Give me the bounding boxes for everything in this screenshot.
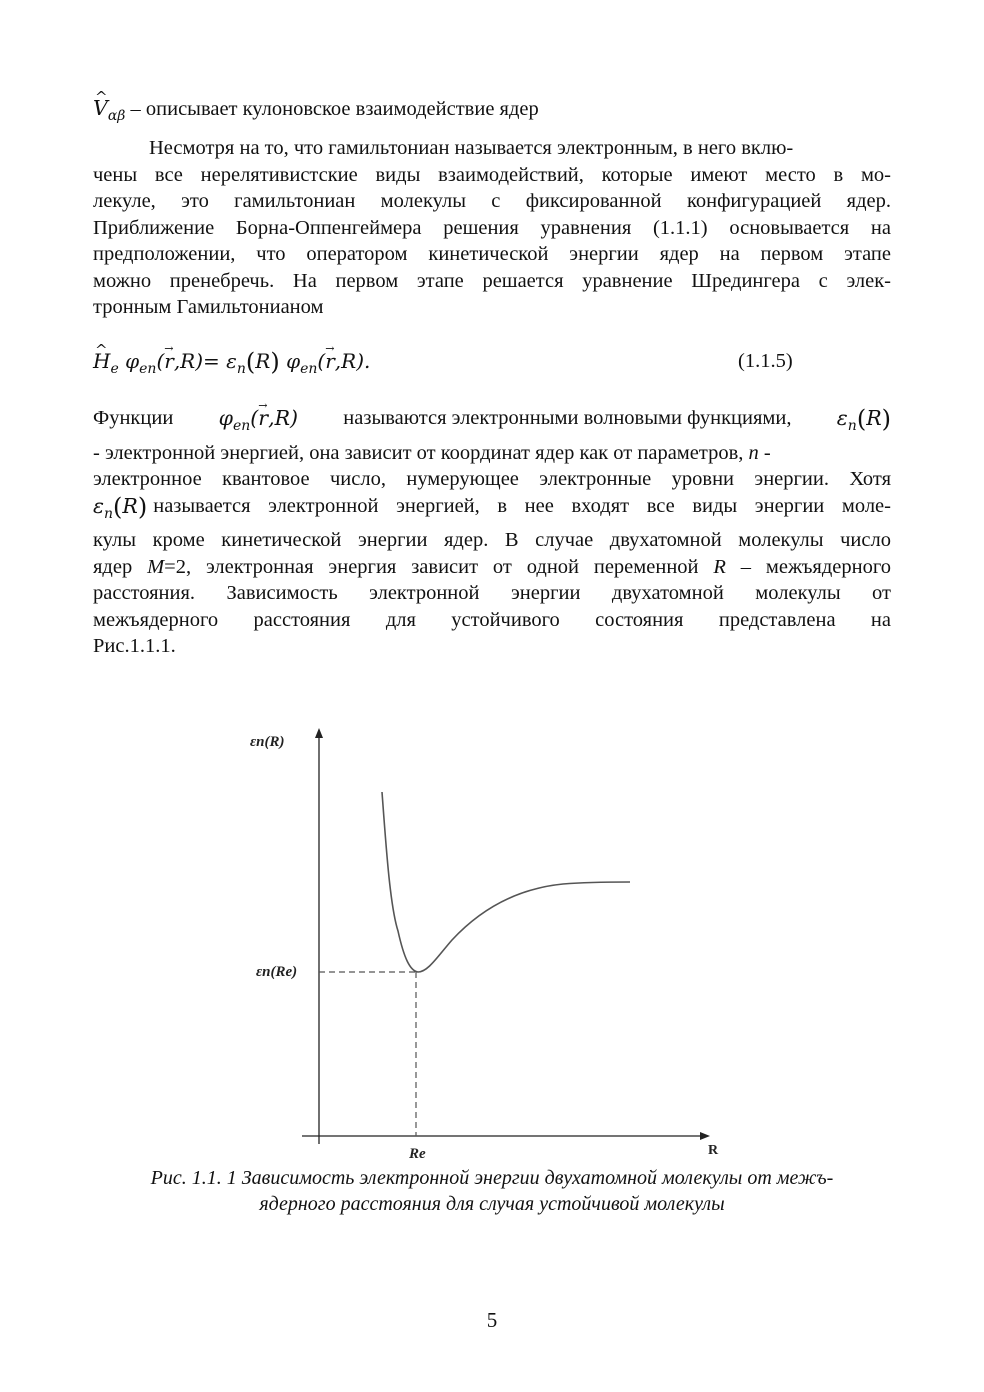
- caption-line: ядерного расстояния для случая устойчивой молекулы: [259, 1193, 725, 1215]
- para2-line: Рис.1.1.1.: [93, 635, 176, 657]
- epsilon-n-symbol: $\varepsilon_n(R)$: [836, 405, 891, 434]
- schrodinger-equation: ^ $H_e$ $\varphi_{en}(\to r,R)= \varepsilon_n(R)$ $\varphi_{en}(\to r,R)$.: [93, 349, 370, 373]
- para1-line: предположении, что оператором кинетической энергии ядер на первом этапе: [93, 243, 891, 265]
- re-label: Re: [409, 1146, 426, 1162]
- intro-line: [93, 95, 891, 130]
- intro-text: – описывает кулоновское взаимодействие ядер: [130, 98, 539, 120]
- para2-line: межъядерного расстояния для устойчивого состояния представлена на: [93, 608, 891, 631]
- para2-line: - электронной энергией, она зависит от координат ядер как от параметров, n -: [93, 441, 771, 464]
- equation-1-1-5: [93, 348, 891, 378]
- para1-line: Приближение Борна-Оппенгеймера решения уравнения (1.1.1) основывается на: [93, 216, 891, 239]
- para1-line: лекуле, это гамильтониан молекулы с фиксированной конфигурацией ядер.: [93, 190, 891, 212]
- para2-line: $\varepsilon_n(R)$ называется электронной энергией, в нее входят все виды энергии моле-: [93, 493, 891, 528]
- equation-number: (1.1.5): [738, 350, 793, 372]
- figure-caption: [80, 1165, 904, 1217]
- min-energy-label: εn(Re): [256, 964, 298, 980]
- caption-line: Рис. 1.1. 1 Зависимость электронной энергии двухатомной молекулы от межъ-: [150, 1167, 834, 1189]
- para1-line: тронным Гамильтонианом: [93, 296, 324, 318]
- v-alpha-beta-symbol: ^ $V_{\alpha\beta}$: [93, 96, 125, 120]
- para2-line: электронное квантовое число, нумерующее электронные уровни энергии. Хотя: [93, 468, 891, 490]
- energy-curve-figure: [238, 706, 738, 1166]
- x-axis-arrow-icon: [700, 1132, 710, 1140]
- paragraph-2: [93, 405, 891, 660]
- epsilon-n-symbol: $\varepsilon_n(R)$: [93, 492, 148, 522]
- y-axis-arrow-icon: [315, 728, 323, 738]
- para2-line: Функции $\varphi_{en}(\to r,R)$ называются электронными волновыми функциями, $\varepsilon_n(R)$: [93, 405, 891, 440]
- y-axis-label: εn(R): [250, 734, 285, 750]
- para1-line: чены все нерелятивистские виды взаимодействий, которые имеют место в мо-: [93, 163, 891, 186]
- x-axis-label: R: [708, 1143, 719, 1158]
- para1-line: можно пренебречь. На первом этапе решается уравнение Шредингера с элек-: [93, 269, 891, 292]
- para2-line: расстояния. Зависимость электронной энергии двухатомной молекулы от: [93, 582, 891, 604]
- potential-energy-curve: [382, 792, 630, 972]
- para2-line: кулы кроме кинетической энергии ядер. В случае двухатомной молекулы число: [93, 529, 891, 551]
- para2-line: ядер M=2, электронная энергия зависит от одной переменной R – межъядерного: [93, 555, 892, 578]
- page-number: 5: [486, 1308, 498, 1332]
- para1-line: Несмотря на то, что гамильтониан называется электронным, в него вклю-: [149, 137, 794, 159]
- paragraph-1: [93, 135, 891, 321]
- phi-en-symbol: $\varphi_{en}(\to r,R)$: [219, 405, 298, 440]
